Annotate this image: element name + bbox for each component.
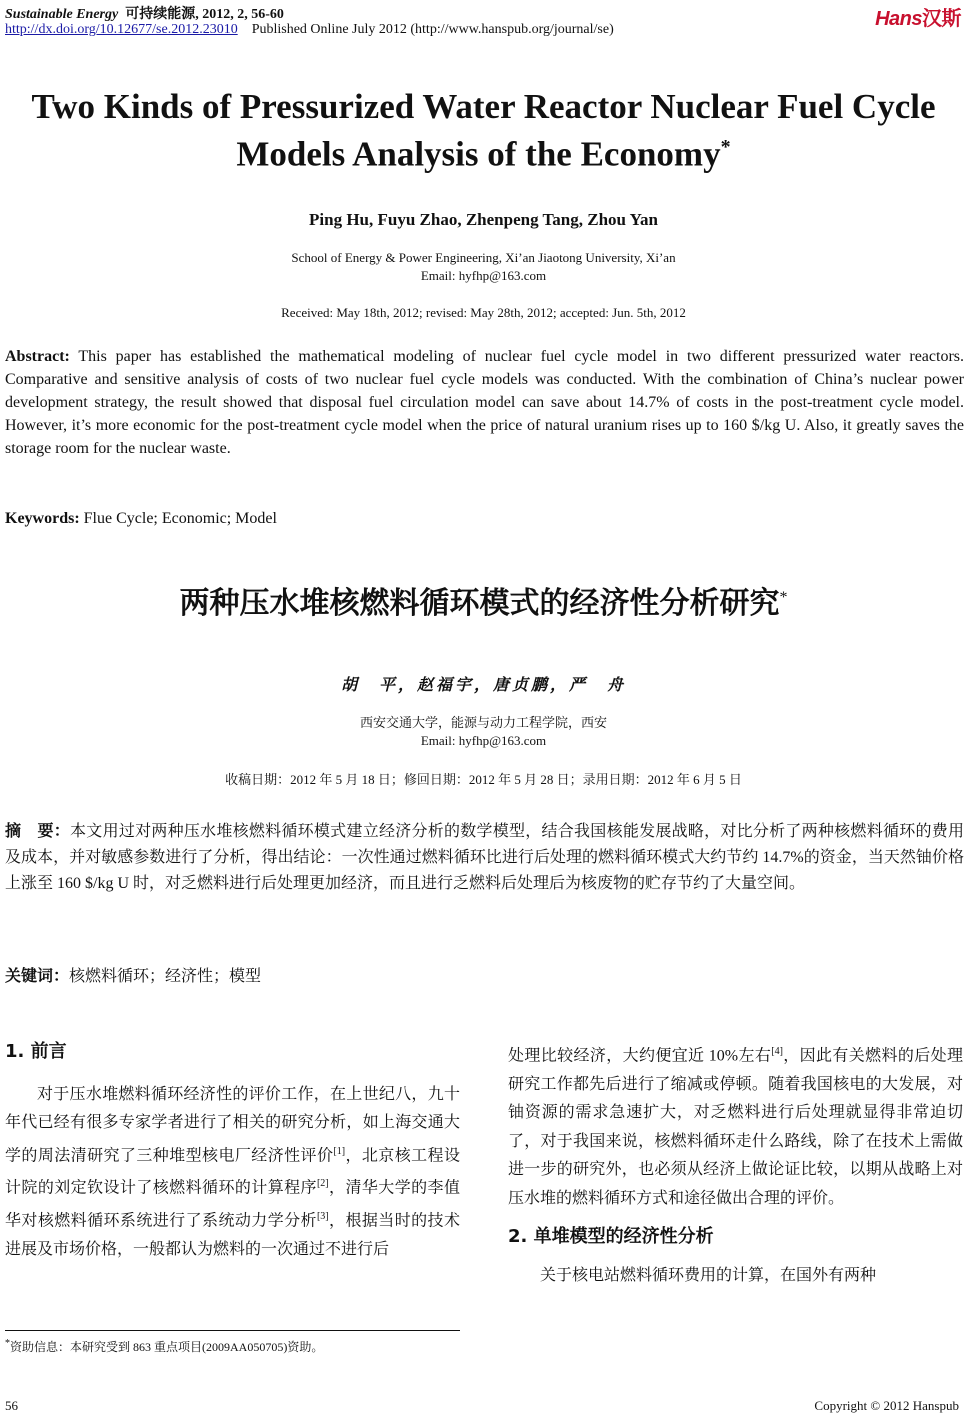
footnote-rule [5,1330,460,1331]
keywords-label: Keywords: [5,510,80,527]
authors-cn: 胡 平，赵福宇，唐贞鹏，严 舟 [340,677,626,694]
abstract-en [5,345,964,460]
keywords-cn-text: 核燃料循环；经济性；模型 [69,968,262,985]
journal-header [5,3,284,23]
keywords-cn [5,963,964,990]
logo-latin: Hans [875,8,922,30]
affiliation-en: School of Energy & Power Engineering, Xi’an Jiaotong University, Xi’an [291,250,676,265]
journal-name-cn: 可持续能源 [125,7,196,22]
journal-issue: , 2012, 2, 56-60 [195,7,284,22]
section1-paragraph: 对于压水堆燃料循环经济性的评价工作，在上世纪八，九十年代已经有很多专家学者进行了相关的研究分析，如上海交通大学的周法清研究了三种堆型核电厂经济性评价[1]，北京核工程设计院的刘定钦设计了核燃料循环的计算程序[2]，清华大学的李值华对核燃料循环系统进行了系统动力学分析[3]，根据当时的技术进展及市场价格，一般都认为燃料的一次通过不进行后 [5,1085,460,1258]
title-cn-footnote-mark: * [779,589,788,606]
dates-cn: 收稿日期：2012 年 5 月 18 日；修回日期：2012 年 5 月 28 日；录用日期：2012 年 6 月 5 日 [225,772,742,787]
affiliation-cn: 西安交通大学，能源与动力工程学院，西安 [359,715,607,730]
title-footnote-mark: * [720,136,731,158]
email-cn: Email: hyfhp@163.com [420,733,547,748]
section2-heading: 2. 单堆模型的经济性分析 [508,1226,714,1248]
footnote-mark: * [5,1338,10,1349]
ref-3[interactable]: [3] [316,1211,329,1223]
title-en-line2: Models Analysis of the Economy* [236,134,731,174]
paper-title-cn: 两种压水堆核燃料循环模式的经济性分析研究* [179,586,788,621]
abstract-cn [5,818,964,897]
abstract-text: This paper has established the mathematical modeling of nuclear fuel cycle model in two different pressurized water reactors. Comparative and sensitive analysis of costs of two nuclear fuel cycle models was conducted. With the combination of China’s nuclear power development strategy, the result showed that disposal fuel circulation model can save about 14.7% of costs in the post-treatment cycle model. However, it’s more economic for the post-treatment cycle model when the price of natural uranium rises up to 160 $/kg U. Also, it greatly saves the storage room for the nuclear waste. [5,348,964,457]
paper-title-en [0,86,967,175]
left-column [5,1038,460,1264]
right-column [508,1038,963,1290]
right-paragraph: 处理比较经济，大约便宜近 10%左右[4]，因此有关燃料的后处理研究工作都先后进行了缩减或停顿。随着我国核电的大发展，对铀资源的需求急速扩大，对乏燃料进行后处理就显得非常迫切了，对于我国来说，核燃料循环走什么路线，除了在技术上需做进一步的研究外，也必须从经济上做论证比较，以期从战略上对压水堆的燃料循环方式和途径做出合理的评价。 [508,1046,963,1207]
dates-en: Received: May 18th, 2012; revised: May 28th, 2012; accepted: Jun. 5th, 2012 [281,305,686,320]
abstract-cn-label: 摘 要： [5,821,71,840]
section1-heading: 1. 前言 [5,1041,67,1062]
keywords-text: Flue Cycle; Economic; Model [79,510,277,527]
copyright: Copyright © 2012 Hanspub [814,1398,959,1413]
published-online: Published Online July 2012 (http://www.hanspub.org/journal/se) [251,22,614,37]
keywords-en [5,507,964,530]
logo-cn: 汉斯 [922,8,961,30]
ref-4[interactable]: [4] [771,1046,783,1057]
doi-line [5,22,614,38]
footnote-text: 资助信息：本研究受到 863 重点项目(2009AA050705)资助。 [10,1340,324,1354]
email-en: Email: hyfhp@163.com [420,268,547,283]
authors-en: Ping Hu, Fuyu Zhao, Zhenpeng Tang, Zhou Yan [309,210,658,229]
journal-name-en: Sustainable Energy [5,7,119,22]
section2-paragraph: 关于核电站燃料循环费用的计算，在国外有两种 [540,1266,877,1284]
keywords-cn-label: 关键词： [5,966,70,985]
ref-1[interactable]: [1] [333,1145,346,1157]
abstract-cn-text: 本文用过对两种压水堆核燃料循环模式建立经济分析的数学模型，结合我国核能发展战略，对比分析了两种核燃料循环的费用及成本，并对敏感参数进行了分析，得出结论：一次性通过燃料循环比进行后处理的燃料循环模式大约节约 14.7%的资金，当天然铀价格上涨至 160 $/kg U 时，对乏燃料进行后处理更加经济，而且进行乏燃料后处理后为核废物的贮存节约了大量空间。 [5,823,964,892]
ref-2[interactable]: [2] [316,1178,329,1190]
doi-link[interactable]: http://dx.doi.org/10.12677/se.2012.23010 [5,22,238,37]
footnote [5,1338,323,1355]
hans-logo [875,2,961,31]
page-number: 56 [5,1398,18,1413]
title-en-line1: Two Kinds of Pressurized Water Reactor Nuclear Fuel Cycle [31,87,936,126]
abstract-label: Abstract: [5,348,70,365]
